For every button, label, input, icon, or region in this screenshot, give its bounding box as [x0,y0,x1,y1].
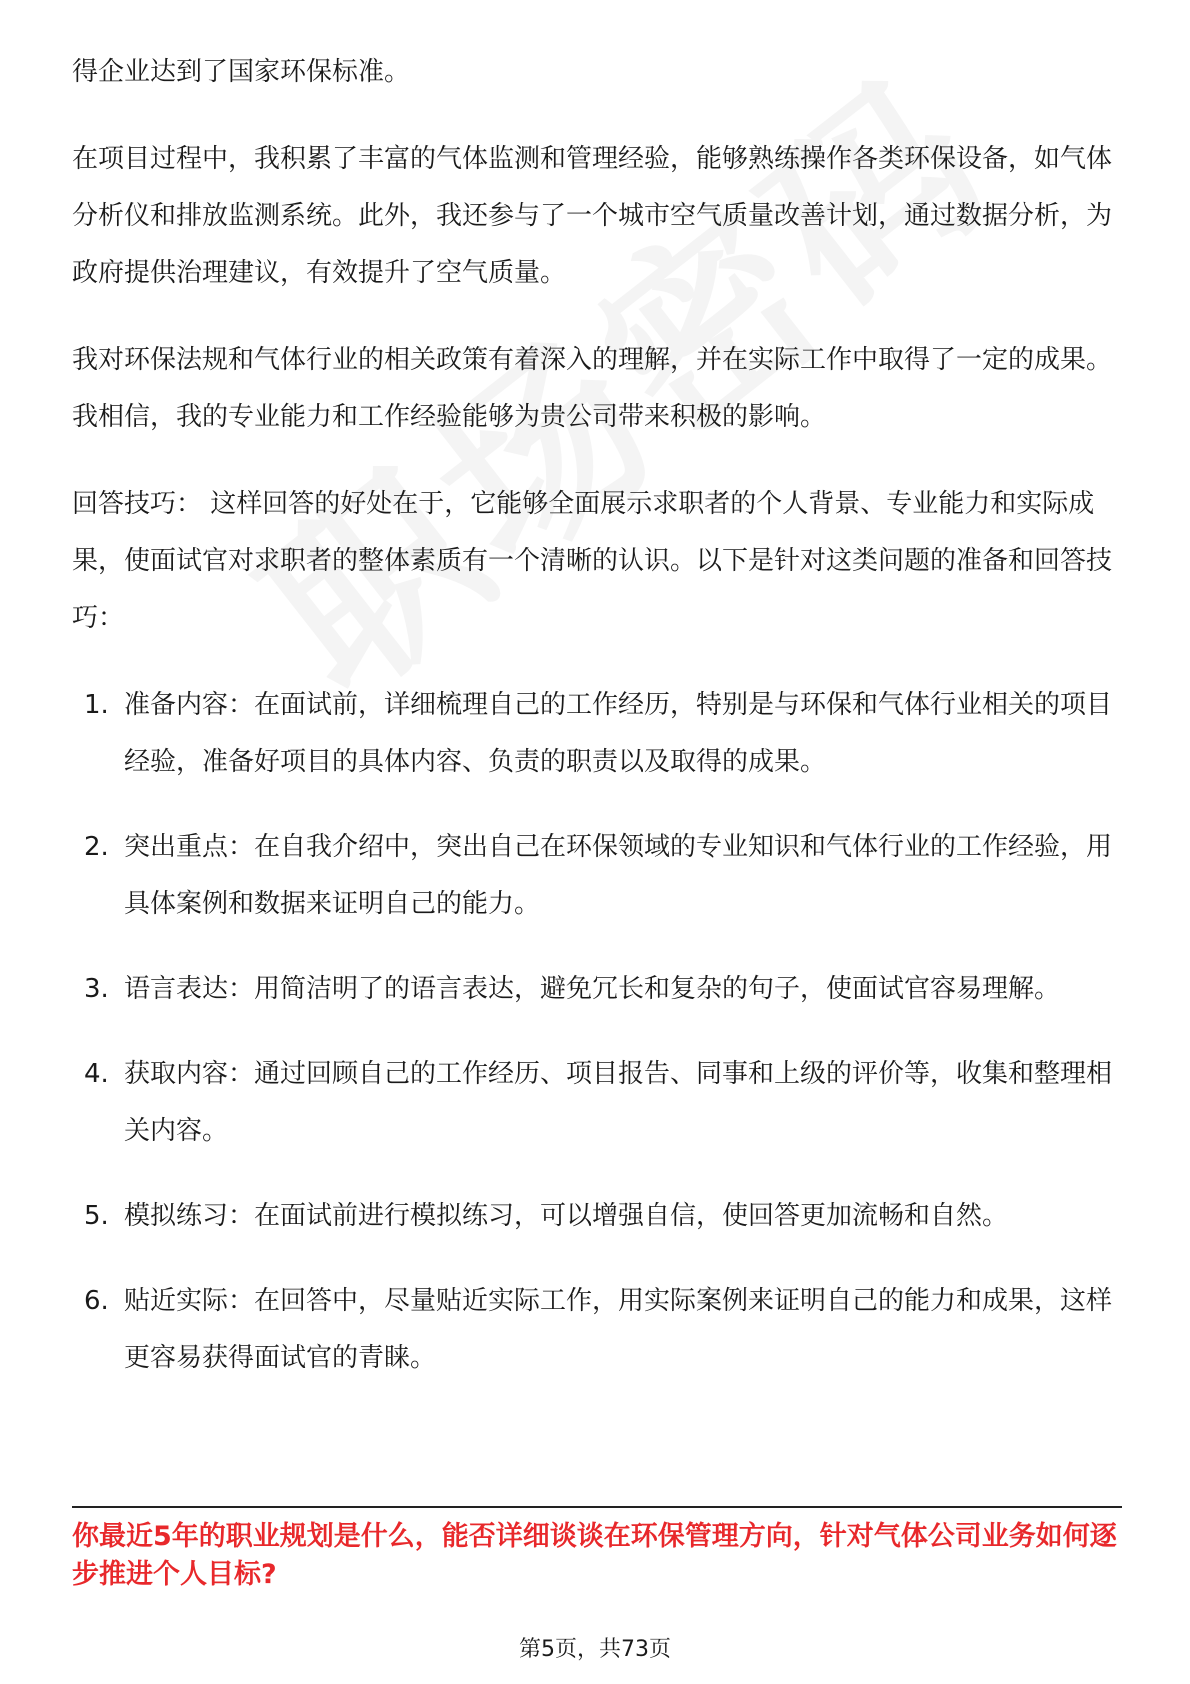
paragraph-experience: 在项目过程中，我积累了丰富的气体监测和管理经验，能够熟练操作各类环保设备，如气体分析仪和排放监测系统。此外，我还参与了一个城市空气质量改善计划，通过数据分析，为政府提供治理建议，有效提升了空气质量。 [72,144,1113,288]
list-item [72,677,1122,791]
list-item [72,819,1122,933]
paragraph-regulations: 我对环保法规和气体行业的相关政策有着深入的理解，并在实际工作中取得了一定的成果。我相信，我的专业能力和工作经验能够为贵公司带来积极的影响。 [72,345,1113,432]
paragraph-answer-tips: 回答技巧： 这样回答的好处在于，它能够全面展示求职者的个人背景、专业能力和实际成果，使面试官对求职者的整体素质有一个清晰的认识。以下是针对这类问题的准备和回答技巧： [72,489,1113,633]
list-text: 突出重点：在自我介绍中，突出自己在环保领域的专业知识和气体行业的工作经验，用具体案例和数据来证明自己的能力。 [124,832,1113,919]
page-footer: 第5页，共73页 [519,1637,671,1662]
section-divider [72,1506,1122,1508]
list-item [72,961,1122,1018]
list-number: 2. [84,832,109,862]
list-number: 6. [84,1286,109,1316]
list-text: 模拟练习：在面试前进行模拟练习，可以增强自信，使回答更加流畅和自然。 [124,1201,1009,1231]
document-body [72,44,1122,1415]
list-text: 获取内容：通过回顾自己的工作经历、项目报告、同事和上级的评价等，收集和整理相关内容。 [124,1059,1113,1146]
paragraph-continuation: 得企业达到了国家环保标准。 [72,57,411,87]
list-text: 语言表达：用简洁明了的语言表达，避免冗长和复杂的句子，使面试官容易理解。 [124,974,1061,1004]
list-number: 3. [84,974,109,1004]
list-item [72,1188,1122,1245]
list-text: 准备内容：在面试前，详细梳理自己的工作经历，特别是与环保和气体行业相关的项目经验，准备好项目的具体内容、负责的职责以及取得的成果。 [124,690,1113,777]
tips-list [72,677,1122,1387]
list-text: 贴近实际：在回答中，尽量贴近实际工作，用实际案例来证明自己的能力和成果，这样更容易获得面试官的青睐。 [124,1286,1113,1373]
list-number: 5. [84,1201,109,1231]
list-number: 4. [84,1059,109,1089]
list-number: 1. [84,690,109,720]
list-item [72,1273,1122,1387]
list-item [72,1046,1122,1160]
next-question-heading: 你最近5年的职业规划是什么，能否详细谈谈在环保管理方向，针对气体公司业务如何逐步推进个人目标? [72,1521,1117,1590]
